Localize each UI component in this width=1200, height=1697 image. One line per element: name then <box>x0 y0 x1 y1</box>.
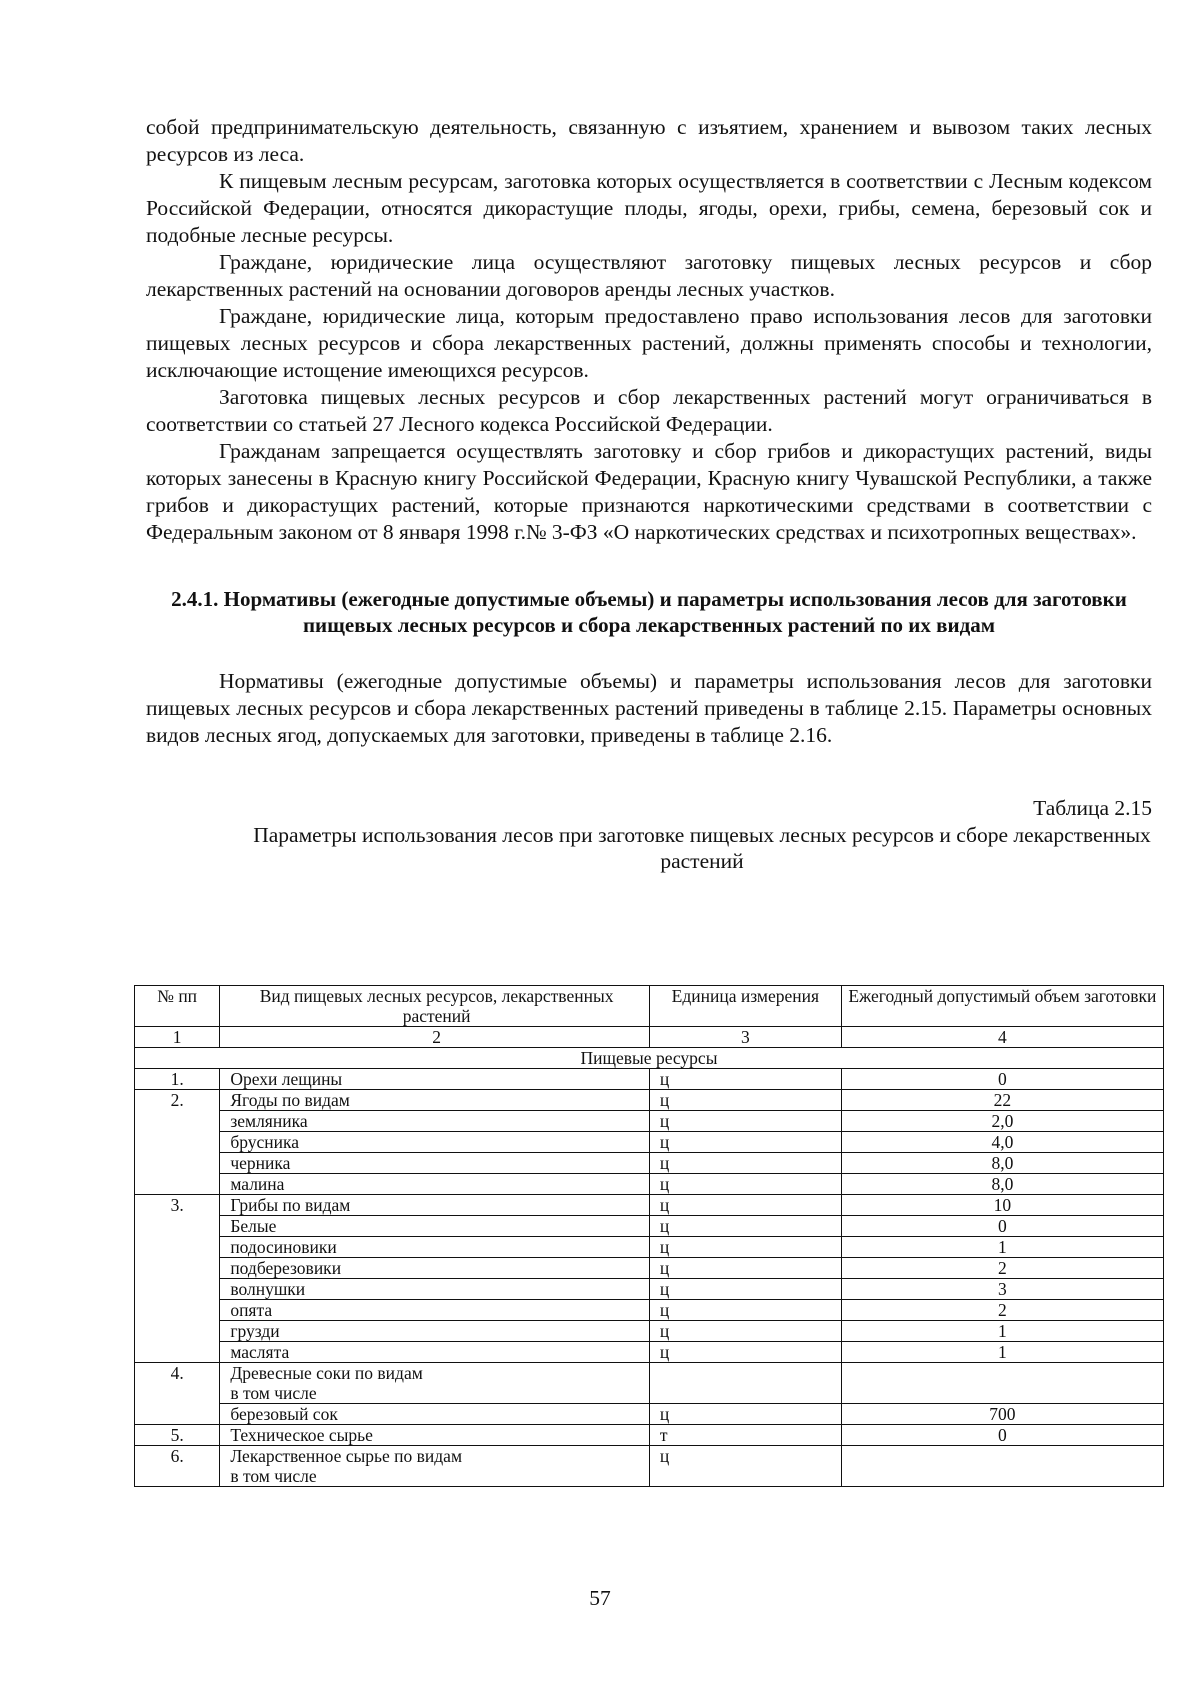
table-row <box>135 1153 1164 1174</box>
header-resource-type: Вид пищевых лесных ресурсов, лекарственных растений <box>220 986 650 1027</box>
resource-name: Древесные соки по видам <box>230 1363 423 1383</box>
resource-name: маслята <box>230 1342 290 1362</box>
resource-name-subline: в том числе <box>230 1383 317 1403</box>
cell-resource-name <box>220 1237 650 1258</box>
table-row <box>135 1132 1164 1153</box>
resource-name: Белые <box>230 1216 277 1236</box>
cell-resource-name <box>220 1300 650 1321</box>
paragraph-technologies: Граждане, юридические лица, которым предоставлено право использования лесов для заготовки пищевых лесных ресурсов и сбора лекарственных растений, должны применять способы и технологии, исключающие истощение имеющихся ресурсов. <box>146 304 1152 382</box>
cell-volume: 8,0 <box>841 1153 1163 1174</box>
resource-name: земляника <box>230 1111 308 1131</box>
resource-name: грузди <box>230 1321 280 1341</box>
header-number: № пп <box>135 986 220 1027</box>
cell-volume <box>841 1363 1163 1404</box>
resource-name: черника <box>230 1153 291 1173</box>
cell-volume: 700 <box>841 1404 1163 1425</box>
section-intro: Нормативы (ежегодные допустимые объемы) и параметры использования лесов для заготовки пищевых лесных ресурсов и сбора лекарственных растений приведены в таблице 2.15. Параметры основных видов лесных ягод, допускаемых для заготовки, приведены в таблице 2.16. <box>146 669 1152 747</box>
cell-unit: т <box>649 1425 841 1446</box>
header-annual-volume: Ежегодный допустимый объем заготовки <box>841 986 1163 1027</box>
cell-resource-name <box>220 1174 650 1195</box>
column-number-4: 4 <box>841 1027 1163 1048</box>
table-row <box>135 1321 1164 1342</box>
resource-name: Техническое сырье <box>230 1425 373 1445</box>
table-number: Таблица 2.15 <box>1033 796 1152 820</box>
cell-unit: ц <box>649 1446 841 1487</box>
table-group-row <box>135 1048 1164 1069</box>
cell-number <box>135 1153 220 1174</box>
cell-unit: ц <box>649 1258 841 1279</box>
cell-resource-name <box>220 1090 650 1111</box>
cell-unit: ц <box>649 1404 841 1425</box>
column-number-1: 1 <box>135 1027 220 1048</box>
table-row <box>135 1363 1164 1404</box>
paragraph-food-resources: К пищевым лесным ресурсам, заготовка которых осуществляется в соответствии с Лесным кодексом Российской Федерации, относятся дикорастущие плоды, ягоды, орехи, грибы, семена, березовый сок и подобные лесные ресурсы. <box>146 169 1152 247</box>
table-row <box>135 1258 1164 1279</box>
cell-unit: ц <box>649 1132 841 1153</box>
table-row <box>135 1446 1164 1487</box>
cell-resource-name <box>220 1279 650 1300</box>
cell-number <box>135 1404 220 1425</box>
table-row <box>135 1090 1164 1111</box>
cell-volume: 0 <box>841 1425 1163 1446</box>
document-page <box>146 114 1152 874</box>
cell-resource-name <box>220 1258 650 1279</box>
cell-number: 2. <box>135 1090 220 1111</box>
cell-resource-name <box>220 1132 650 1153</box>
cell-unit: ц <box>649 1216 841 1237</box>
cell-number <box>135 1321 220 1342</box>
resource-name: малина <box>230 1174 285 1194</box>
cell-volume: 4,0 <box>841 1132 1163 1153</box>
table-row <box>135 1342 1164 1363</box>
cell-number <box>135 1174 220 1195</box>
paragraph-citizens-lease: Граждане, юридические лица осуществляют заготовку пищевых лесных ресурсов и сбор лекарственных растений на основании договоров аренды лесных участков. <box>146 250 1152 301</box>
cell-resource-name <box>220 1342 650 1363</box>
cell-unit: ц <box>649 1153 841 1174</box>
cell-resource-name <box>220 1363 650 1404</box>
group-label-food: Пищевые ресурсы <box>135 1048 1164 1069</box>
cell-number: 4. <box>135 1363 220 1404</box>
cell-unit: ц <box>649 1321 841 1342</box>
cell-volume: 2,0 <box>841 1111 1163 1132</box>
page-number: 57 <box>589 1586 611 1610</box>
paragraph-continuation: собой предпринимательскую деятельность, связанную с изъятием, хранением и вывозом таких лесных ресурсов из леса. <box>146 115 1152 166</box>
cell-number: 6. <box>135 1446 220 1487</box>
section-title: 2.4.1. Нормативы (ежегодные допустимые объемы) и параметры использования лесов для заготовки пищевых лесных ресурсов и сбора лекарственных растений по их видам <box>171 587 1127 637</box>
table-row <box>135 1300 1164 1321</box>
cell-number <box>135 1216 220 1237</box>
cell-number <box>135 1258 220 1279</box>
cell-unit: ц <box>649 1069 841 1090</box>
table-row <box>135 1404 1164 1425</box>
resource-name: опята <box>230 1300 273 1320</box>
table-row <box>135 1111 1164 1132</box>
cell-volume: 2 <box>841 1300 1163 1321</box>
cell-resource-name <box>220 1069 650 1090</box>
resource-name: Ягоды по видам <box>230 1090 350 1110</box>
cell-volume: 1 <box>841 1342 1163 1363</box>
paragraph-prohibition: Гражданам запрещается осуществлять заготовку и сбор грибов и дикорастущих растений, виды которых занесены в Красную книгу Российской Федерации, Красную книгу Чувашской Республики, а также грибов и дикорастущих растений, которые признаются наркотическими средствами в соответствии с Федеральным законом от 8 января 1998 г.№ 3-ФЗ «О наркотических средствах и психотропных веществах». <box>146 439 1152 544</box>
cell-resource-name <box>220 1153 650 1174</box>
cell-resource-name <box>220 1216 650 1237</box>
cell-number: 5. <box>135 1425 220 1446</box>
cell-number <box>135 1342 220 1363</box>
table-header-row <box>135 986 1164 1027</box>
cell-volume <box>841 1446 1163 1487</box>
resources-table <box>134 985 1164 1487</box>
cell-unit: ц <box>649 1342 841 1363</box>
table-row <box>135 1425 1164 1446</box>
cell-unit: ц <box>649 1195 841 1216</box>
table-body <box>135 1048 1164 1487</box>
table-row <box>135 1279 1164 1300</box>
table-row <box>135 1195 1164 1216</box>
cell-number <box>135 1300 220 1321</box>
cell-volume: 2 <box>841 1258 1163 1279</box>
cell-unit: ц <box>649 1279 841 1300</box>
resource-name-subline: в том числе <box>230 1466 317 1486</box>
resource-name: Орехи лещины <box>230 1069 343 1089</box>
resource-name: подберезовики <box>230 1258 342 1278</box>
cell-resource-name <box>220 1111 650 1132</box>
cell-volume: 0 <box>841 1069 1163 1090</box>
cell-volume: 1 <box>841 1237 1163 1258</box>
cell-unit: ц <box>649 1090 841 1111</box>
cell-resource-name <box>220 1446 650 1487</box>
cell-number <box>135 1111 220 1132</box>
cell-unit: ц <box>649 1300 841 1321</box>
cell-volume: 0 <box>841 1216 1163 1237</box>
cell-volume: 3 <box>841 1279 1163 1300</box>
cell-unit: ц <box>649 1111 841 1132</box>
table-row <box>135 1237 1164 1258</box>
table-caption: Параметры использования лесов при заготовке пищевых лесных ресурсов и сборе лекарственных растений <box>253 823 1151 873</box>
cell-number <box>135 1279 220 1300</box>
resource-name: березовый сок <box>230 1404 338 1424</box>
cell-volume: 10 <box>841 1195 1163 1216</box>
cell-unit: ц <box>649 1237 841 1258</box>
cell-resource-name <box>220 1425 650 1446</box>
cell-unit: ц <box>649 1174 841 1195</box>
resource-name: брусника <box>230 1132 299 1152</box>
cell-number <box>135 1237 220 1258</box>
cell-unit <box>649 1363 841 1404</box>
paragraph-restrictions: Заготовка пищевых лесных ресурсов и сбор лекарственных растений могут ограничиваться в соответствии со статьей 27 Лесного кодекса Российской Федерации. <box>146 385 1152 436</box>
table-row <box>135 1216 1164 1237</box>
table-column-numbers-row <box>135 1027 1164 1048</box>
resource-name: Лекарственное сырье по видам <box>230 1446 463 1466</box>
header-unit: Единица измерения <box>649 986 841 1027</box>
cell-volume: 8,0 <box>841 1174 1163 1195</box>
cell-resource-name <box>220 1195 650 1216</box>
cell-number: 1. <box>135 1069 220 1090</box>
cell-resource-name <box>220 1321 650 1342</box>
cell-number: 3. <box>135 1195 220 1216</box>
resource-name: подосиновики <box>230 1237 337 1257</box>
cell-volume: 22 <box>841 1090 1163 1111</box>
cell-resource-name <box>220 1404 650 1425</box>
table-row <box>135 1174 1164 1195</box>
column-number-2: 2 <box>220 1027 650 1048</box>
resource-name: волнушки <box>230 1279 306 1299</box>
column-number-3: 3 <box>649 1027 841 1048</box>
table-row <box>135 1069 1164 1090</box>
cell-volume: 1 <box>841 1321 1163 1342</box>
cell-number <box>135 1132 220 1153</box>
resource-name: Грибы по видам <box>230 1195 351 1215</box>
